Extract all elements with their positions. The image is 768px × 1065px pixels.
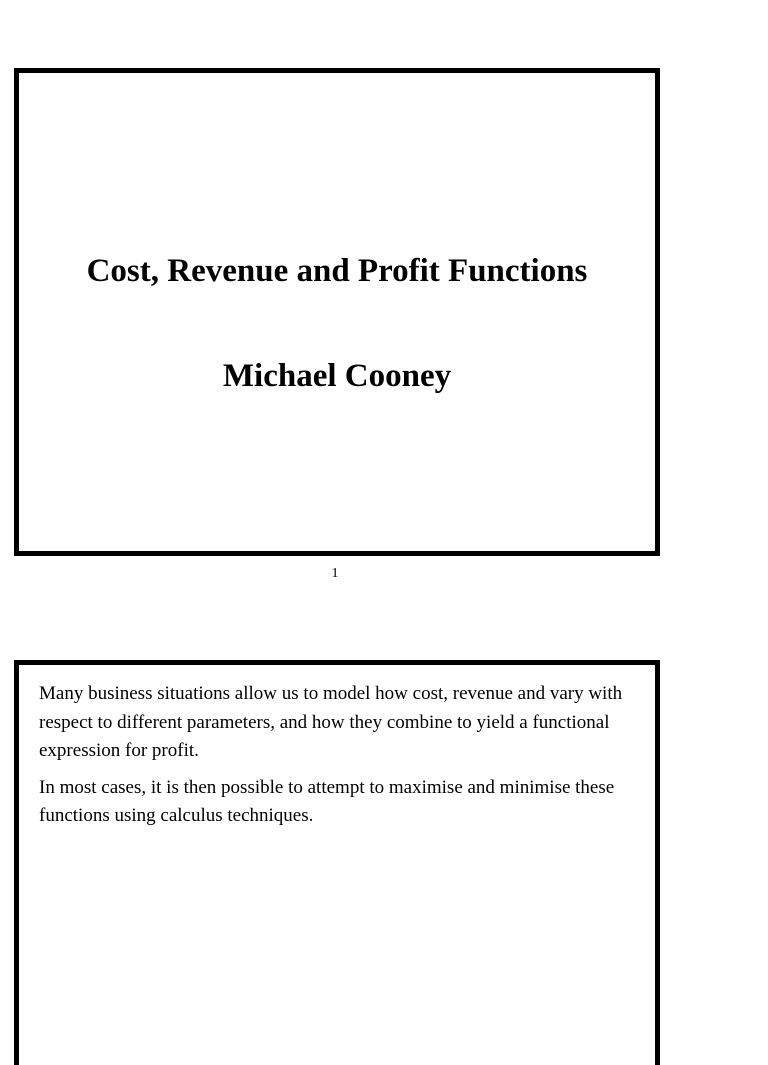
content-slide: [14, 660, 660, 1065]
slide-title: Cost, Revenue and Profit Functions: [86, 253, 588, 289]
title-slide: [14, 68, 660, 556]
slide-paragraph: Many business situations allow us to model how cost, revenue and vary with respect to different parameters, and how they combine to yield a functional expression for profit.: [39, 683, 623, 761]
slide-author: Michael Cooney: [222, 358, 452, 394]
page-number: 1: [331, 566, 339, 581]
slide-body: [39, 680, 629, 839]
slide-paragraph: In most cases, it is then possible to attempt to maximise and minimise these functions using calculus techniques.: [39, 776, 615, 826]
